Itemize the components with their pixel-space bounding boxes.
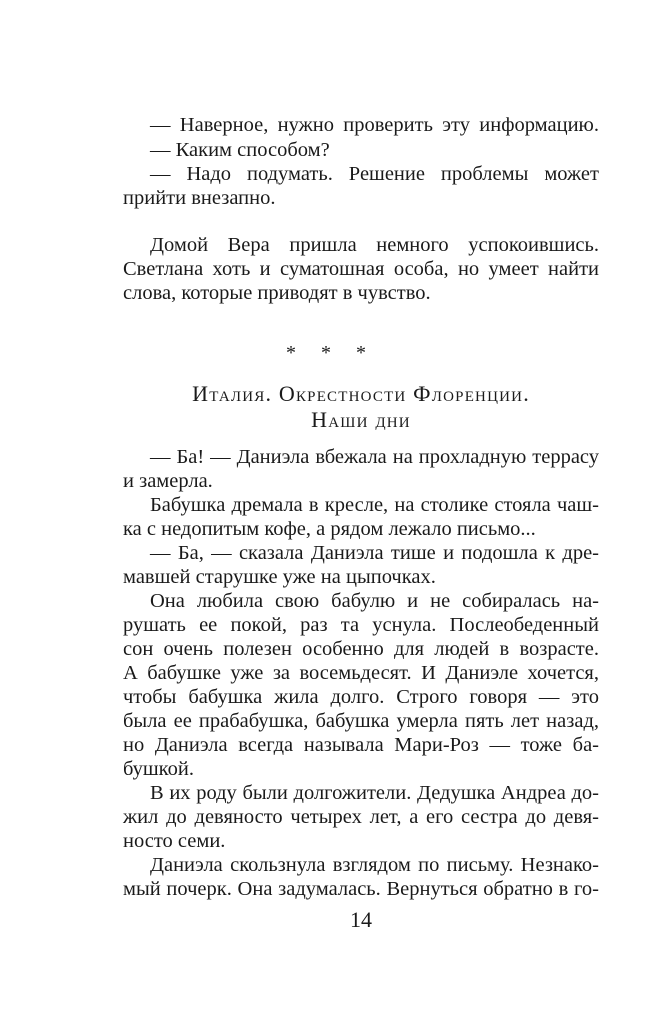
text-line: но Даниэла всегда называла Мари-Роз — тоже ба-	[123, 734, 599, 756]
text-line: носто семи.	[123, 830, 226, 852]
text-line: — Ба, — сказала Даниэла тише и подошла к дре-	[150, 542, 599, 564]
text-line: мый почерк. Она задумалась. Вернуться обратно в го-	[123, 878, 599, 900]
text-line: — Наверное, нужно проверить эту информацию.	[150, 114, 599, 136]
text-line: А бабушке уже за восемьдесят. И Даниэле хочется,	[123, 662, 599, 684]
text-line: Домой Вера пришла немного успокоившись.	[150, 234, 599, 256]
chapter-heading-line-2: Наши дни	[311, 407, 411, 432]
text-line: — Ба! — Даниэла вбежала на прохладную террасу	[150, 446, 599, 468]
page-number: 14	[350, 907, 372, 932]
text-line: сон очень полезен особенно для людей в возрасте.	[123, 638, 599, 660]
text-line: прийти внезапно.	[123, 187, 276, 209]
text-line: Светлана хоть и суматошная особа, но умеет найти	[123, 258, 599, 280]
text-line: и замерла.	[123, 470, 213, 492]
text-line: была ее прабабушка, бабушка умерла пять лет назад,	[123, 710, 599, 732]
text-line: жил до девяносто четырех лет, а его сестра до девя-	[123, 806, 599, 828]
text-line: чтобы бабушка жила долго. Строго говоря — это	[123, 686, 599, 708]
text-line: — Надо подумать. Решение проблемы может	[150, 163, 599, 185]
section-separator: * * *	[286, 342, 376, 364]
text-line: рушать ее покой, раз та уснула. Послеобеденный	[123, 614, 599, 636]
text-line: В их роду были долгожители. Дедушка Андреа до-	[150, 782, 599, 804]
chapter-heading-line-1: Италия. Окрестности Флоренции.	[192, 381, 530, 406]
text-line: слова, которые приводят в чувство.	[123, 282, 431, 304]
text-line: мавшей старушке уже на цыпочках.	[123, 566, 436, 588]
text-line: Бабушка дремала в кресле, на столике стояла чаш-	[150, 494, 599, 516]
text-line: ка с недопитым кофе, а рядом лежало письмо...	[123, 518, 536, 540]
text-line: Она любила свою бабулю и не собиралась на-	[150, 590, 599, 612]
text-line: — Каким способом?	[150, 139, 330, 161]
text-line: Даниэла скользнула взглядом по письму. Незнако-	[150, 854, 599, 876]
text-line: бушкой.	[123, 758, 194, 780]
